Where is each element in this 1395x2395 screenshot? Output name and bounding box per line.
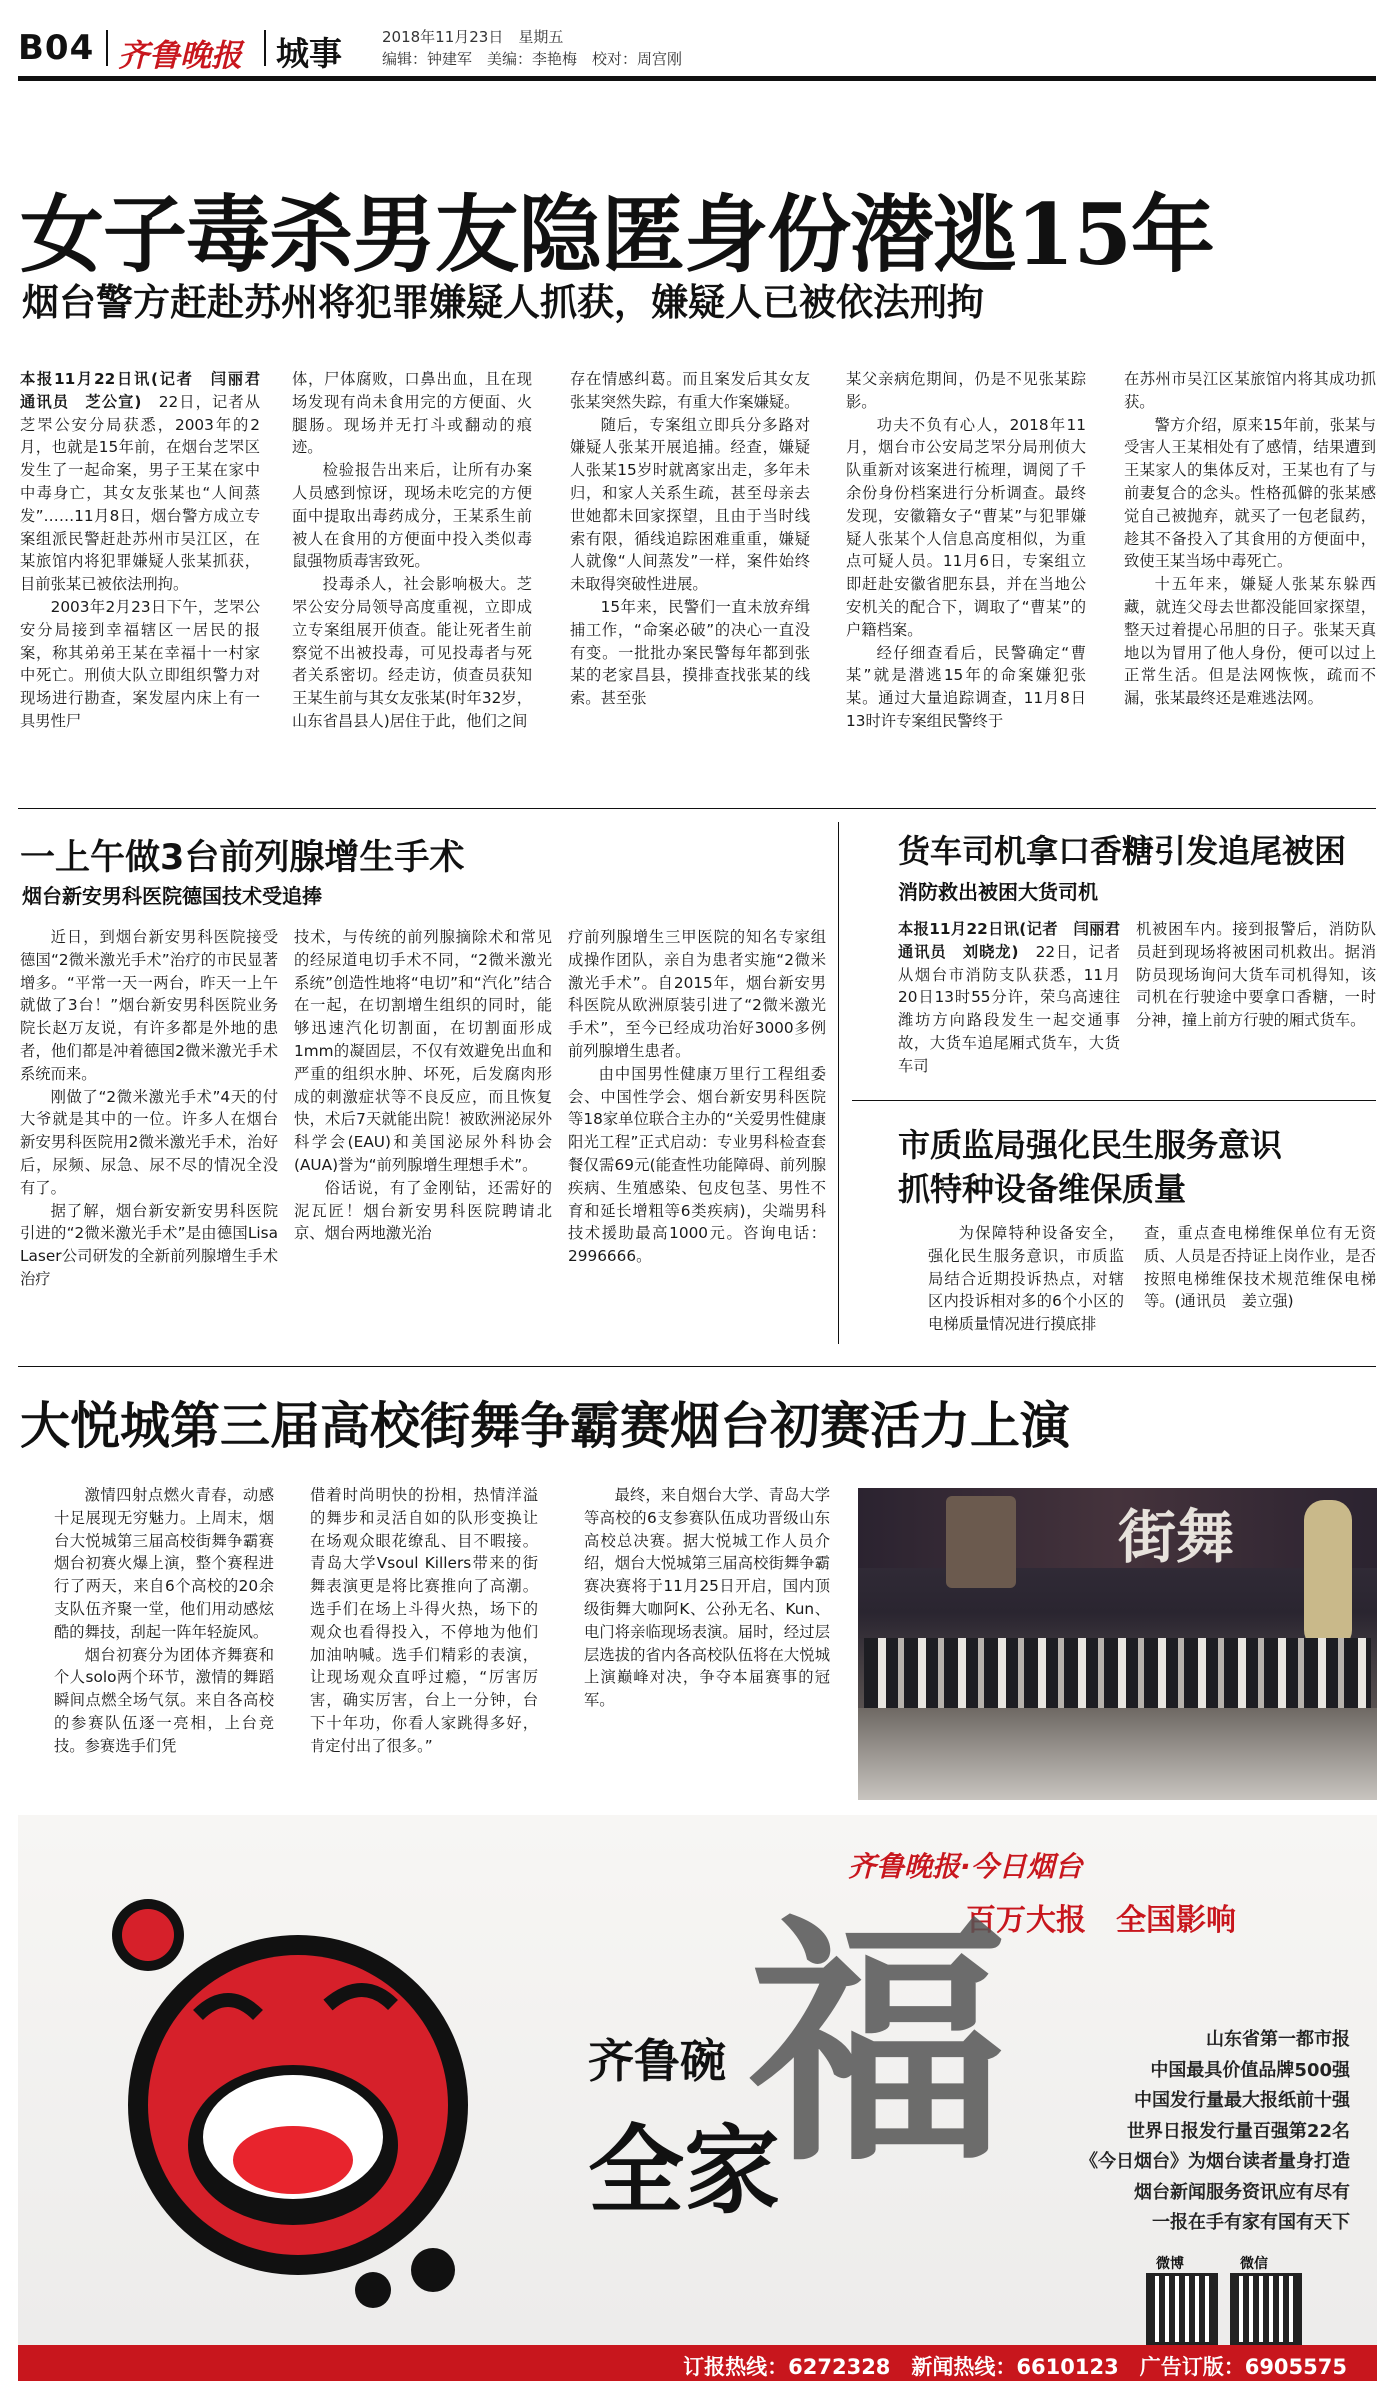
story1-subhead: 烟台警方赶赴苏州将犯罪嫌疑人抓获，嫌疑人已被依法刑拘	[22, 281, 984, 324]
mascot-face-icon	[88, 1875, 528, 2315]
story3-paragraph: 机被困车内。接到报警后，消防队员赶到现场将被困司机救出。据消防员现场询问大货车司机得知，该司机在行驶途中要拿口香糖，一时分神，撞上前方行驶的厢式货车。	[1136, 920, 1376, 1030]
story1-paragraph: 功夫不负有心人，2018年11月，烟台市公安局芝罘分局刑侦大队重新对该案进行梳理，调阅了千余份身份档案进行分析调查。最终发现，安徽籍女子“曹某”与犯罪嫌疑人张某个人信息高度相似，为重点可疑人员。11月6日，专案组立即赶赴安徽省肥东县，并在当地公安机关的配合下，调取了“曹某”的户籍档案。	[846, 415, 1086, 639]
story3-column-1	[898, 918, 1136, 1094]
ad-fact: 中国最具价值品牌500强	[1150, 2059, 1350, 2081]
story1-paragraph: 本报11月22日讯(记者 闫丽君 通讯员 芝公宣) 22日，记者从芝罘公安分局获悉，2003年的2月，也就是15年前，在烟台芝罘区发生了一起命案，男子王某在家中中毒身亡，其女友张某也“人间蒸发”……11月8日，烟台警方成立专案组派民警赶赴苏州市吴江区，在某旅馆内将犯罪嫌疑人张某抓获，目前张某已被依法刑拘。	[20, 370, 276, 594]
masthead-divider	[264, 30, 266, 66]
issue-date: 2018年11月23日 星期五	[382, 28, 564, 46]
story1-headline: 女子毒杀男友隐匿身份潜逃15年	[20, 185, 1214, 284]
newspaper-logo: 齐鲁晚报	[118, 38, 242, 74]
story2-paragraph: 据了解，烟台新安新安男科医院引进的“2微米激光手术”是由德国Lisa Laser公司研发的全新前列腺增生手术治疗	[20, 1201, 278, 1288]
story2-paragraph: 由中国男性健康万里行工程组委会、中国性学会、烟台新安男科医院等18家单位联合主办的“关爱男性健康阳光工程”正式启动：专业男科检查套餐仅需69元(能查性功能障碍、前列腺疾病、生殖感染、包皮包茎、男性不育和延长增粗等6类疾病)，尖端男科技术援助最高1000元。咨询电话：2996666。	[568, 1064, 826, 1266]
story4-paragraph: 为保障特种设备安全，强化民生服务意识，市质监局结合近期投诉热点，对辖区内投诉相对多的6个小区的电梯质量情况进行摸底排	[928, 1224, 1124, 1334]
story5-paragraph: 烟台初赛分为团体齐舞赛和个人solo两个环节，激情的舞蹈瞬间点燃全场气氛。来自各高校的参赛队伍逐一亮相，上台竞技。参赛选手们凭	[54, 1645, 274, 1755]
ad-fact: 山东省第一都市报	[1206, 2029, 1350, 2050]
section-name: 城事	[276, 34, 342, 73]
ad-slogan: 全家	[588, 2115, 780, 2227]
story2-paragraph: 俗话说，有了金刚钻，还需好的泥瓦匠！烟台新安男科医院聘请北京、烟台两地激光治	[294, 1178, 552, 1243]
story5-column-1	[54, 1484, 274, 1804]
story4-headline: 市质监局强化民生服务意识	[898, 1126, 1283, 1164]
story1-paragraph: 检验报告出来后，让所有办案人员感到惊讶，现场未吃完的方便面中提取出毒药成分，王某系生前被人在食用的方便面中投入类似毒鼠强物质毒害致死。	[292, 461, 532, 571]
story1-paragraph: 15年来，民警们一直未放弃缉捕工作，“命案必破”的决心一直没有变。一批批办案民警每年都到张某的老家昌县，摸排查找张某的线索。甚至张	[570, 597, 810, 708]
qr-label: 微信	[1240, 2256, 1268, 2272]
stage-floor	[858, 1708, 1377, 1800]
story1-column-4	[846, 368, 1086, 788]
story2-headline: 一上午做3台前列腺增生手术	[20, 838, 465, 878]
story2-subhead: 烟台新安男科医院德国技术受追捧	[22, 884, 322, 908]
story5-column-3	[584, 1484, 830, 1804]
story5-paragraph: 借着时尚明快的扮相，热情洋溢的舞步和灵活自如的队形变换让在场观众眼花缭乱、目不暇接。青岛大学Vsoul Killers带来的街舞表演更是将比赛推向了高潮。选手们在场上斗得火热，场下的观众也看得投入，不停地为他们加油呐喊。选手们精彩的表演，让现场观众直呼过瘾，“厉害厉害，确实厉害，台上一分钟，台下十年功，你看人家跳得多好，肯定付出了很多。”	[310, 1486, 538, 1755]
story1-paragraph: 在苏州市吴江区某旅馆内将其成功抓获。	[1124, 370, 1376, 411]
section-rule	[18, 808, 1376, 809]
ad-fact: 中国发行量最大报纸前十强	[1134, 2090, 1350, 2111]
column-rule	[838, 822, 839, 1344]
story4-column-2	[1144, 1222, 1376, 1354]
wechat-qr-code	[1230, 2273, 1302, 2345]
masthead-rule	[18, 76, 1376, 81]
stage-screen	[946, 1496, 1016, 1588]
hotline-numbers: 订报热线：6272328 新闻热线：6610123 广告订版：6905575	[683, 2355, 1347, 2379]
qr-label: 微博	[1156, 2256, 1184, 2272]
story5-paragraph: 最终，来自烟台大学、青岛大学等高校的6支参赛队伍成功晋级山东高校总决赛。据大悦城工作人员介绍，烟台大悦城第三届高校街舞争霸赛决赛将于11月25日开启，国内顶级街舞大咖阿K、公孙无名、Kun、电门将亲临现场表演。届时，经过层层选拔的省内各高校队伍将在大悦城上演巅峰对决，争夺本届赛事的冠军。	[584, 1486, 830, 1710]
story3-paragraph: 本报11月22日讯(记者 闫丽君 通讯员 刘晓龙) 22日，记者从烟台市消防支队获悉，11月20日13时55分许，荣乌高速往潍坊方向路段发生一起交通事故，大货车追尾厢式货车，大货车司	[898, 920, 1136, 1075]
stage-sign: 街舞	[1118, 1503, 1235, 1571]
stage-decoration	[1304, 1500, 1352, 1650]
story1-paragraph: 存在情感纠葛。而且案发后其女友张某突然失踪，有重大作案嫌疑。	[570, 370, 810, 411]
story4-column-1	[928, 1222, 1124, 1354]
story2-paragraph: 疗前列腺增生三甲医院的知名专家组成操作团队，亲自为患者实施“2微米激光手术”。自2015年，烟台新安男科医院从欧洲原装引进了“2微米激光手术”，至今已经成功治好3000多例前列腺增生患者。	[568, 928, 826, 1060]
ad-fact: 《今日烟台》为烟台读者量身打造	[1080, 2151, 1350, 2172]
story1-paragraph: 十五年来，嫌疑人张某东躲西藏，就连父母去世都没能回家探望，整天过着提心吊胆的日子。张某天真地以为冒用了他人身份，便可以过上正常生活。但是法网恢恢，疏而不漏，张某最终还是难逃法网。	[1124, 575, 1376, 708]
story4-headline: 抓特种设备维保质量	[898, 1170, 1187, 1208]
story1-paragraph: 随后，专案组立即兵分多路对嫌疑人张某开展追捕。经查，嫌疑人张某15岁时就离家出走，多年未归，和家人关系生疏，甚至母亲去世她都未回家探望，且由于当时线索有限，循线追踪困难重重，嫌疑人就像“人间蒸发”一样，案件始终未取得突破性进展。	[570, 415, 810, 594]
story4-paragraph: 查，重点查电梯维保单位有无资质、人员是否持证上岗作业，是否按照电梯维保技术规范维保电梯等。(通讯员 姜立强)	[1144, 1224, 1376, 1311]
story1-paragraph: 体，尸体腐败，口鼻出血，且在现场发现有尚未食用完的方便面、火腿肠。现场并无打斗或翻动的痕迹。	[292, 370, 532, 457]
story3-subhead: 消防救出被困大货司机	[898, 880, 1098, 904]
story1-paragraph: 某父亲病危期间，仍是不见张某踪影。	[846, 370, 1086, 411]
ad-fu-character: 福	[748, 1892, 1008, 2197]
dancers-group	[864, 1638, 1371, 1708]
section-rule	[18, 1366, 1376, 1367]
story1-paragraph: 2003年2月23日下午，芝罘公安分局接到幸福辖区一居民的报案，称其弟弟王某在幸福十一村家中死亡。刑侦大队立即组织警力对现场进行勘查，案发屋内床上有一具男性尸	[20, 597, 260, 730]
story2-column-2	[294, 926, 552, 1366]
ad-brand-logo: 齐鲁晚报·今日烟台	[848, 1850, 1083, 1883]
story1-column-1	[20, 368, 276, 788]
story2-paragraph: 近日，到烟台新安男科医院接受德国“2微米激光手术”治疗的市民显著增多。“平常一天一两台，昨天一上午就做了3台！”烟台新安男科医院业务院长赵万友说，有许多都是外地的患者，他们都是冲着德国2微米激光手术系统而来。	[20, 928, 278, 1083]
story3-column-2	[1136, 918, 1376, 1094]
story2-column-3	[568, 926, 826, 1366]
story5-column-2	[310, 1484, 538, 1804]
ad-fact: 一报在手有家有国有天下	[1152, 2212, 1350, 2233]
story2-paragraph: 技术，与传统的前列腺摘除术和常见的经尿道电切手术不同，“2微米激光系统”创造性地将“电切”和“汽化”结合在一起，在切割增生组织的同时，能够迅速汽化切割面，在切割面形成1mm的凝固层，不仅有效避免出血和严重的组织水肿、坏死，后发腐肉形成的刺激症状等不良反应，而且恢复快，术后7天就能出院！被欧洲泌尿外科学会(EAU)和美国泌尿外科协会(AUA)誉为“前列腺增生理想手术”。	[294, 928, 552, 1174]
weibo-qr-code	[1146, 2273, 1218, 2345]
story5-headline: 大悦城第三届高校街舞争霸赛烟台初赛活力上演	[20, 1396, 1070, 1455]
ad-slogan: 齐鲁碗	[588, 2034, 726, 2088]
story1-column-5	[1124, 368, 1376, 788]
newspaper-advertisement	[18, 1815, 1377, 2381]
story1-column-2	[292, 368, 532, 788]
story1-column-3	[570, 368, 810, 788]
story2-column-1	[20, 926, 278, 1366]
ad-facts-list	[1018, 2025, 1350, 2239]
story1-paragraph: 经仔细查看后，民警确定“曹某”就是潜逃15年的命案嫌犯张某。通过大量追踪调查，11月8日13时许专案组民警终于	[846, 643, 1086, 730]
story1-paragraph: 警方介绍，原来15年前，张某与受害人王某相处有了感情，结果遭到王某家人的集体反对，王某也有了与前妻复合的念头。性格孤僻的张某感觉自己被抛弃，就买了一包老鼠药，趁其不备投入了其食用的方便面中，致使王某当场中毒死亡。	[1124, 415, 1376, 571]
ad-tagline: 百万大报 全国影响	[966, 1903, 1236, 1938]
ad-fact: 烟台新闻服务资讯应有尽有	[1134, 2181, 1350, 2203]
ad-fact: 世界日报发行量百强第22名	[1126, 2120, 1350, 2142]
masthead-divider	[106, 30, 108, 66]
story5-paragraph: 激情四射点燃火青春，动感十足展现无穷魅力。上周末，烟台大悦城第三届高校街舞争霸赛烟台初赛火爆上演，整个赛程进行了两天，来自6个高校的20余支队伍齐聚一堂，他们用动感炫酷的舞技，刮起一阵年轻旋风。	[54, 1486, 274, 1641]
story1-paragraph: 投毒杀人，社会影响极大。芝罘公安分局领导高度重视，立即成立专案组展开侦查。能让死者生前察觉不出被投毒，可见投毒者与死者关系密切。经走访，侦查员获知王某生前与其女友张某(时年32岁，山东省昌县人)居住于此，他们之间	[292, 575, 532, 730]
section-rule	[852, 1100, 1376, 1101]
street-dance-photo	[858, 1488, 1377, 1800]
page-number: B04	[18, 28, 95, 68]
story3-headline: 货车司机拿口香糖引发追尾被困	[898, 832, 1347, 870]
hotline-bar	[18, 2345, 1377, 2381]
editor-credits: 编辑：钟建军 美编：李艳梅 校对：周宫刚	[382, 50, 683, 68]
story2-paragraph: 刚做了“2微米激光手术”4天的付大爷就是其中的一位。许多人在烟台新安男科医院用2微米激光手术，治好后，尿频、尿急、尿不尽的情况全没有了。	[20, 1087, 278, 1197]
